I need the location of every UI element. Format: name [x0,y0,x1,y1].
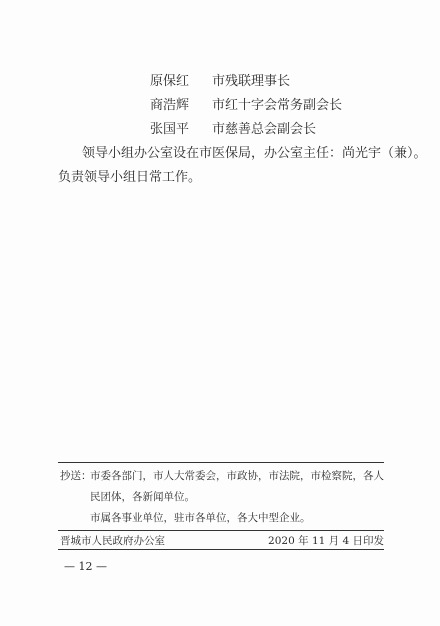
member-role: 市红十字会常务副会长 [212,98,343,113]
member-name: 商浩辉 [150,98,190,113]
issuer-name: 晋城市人民政府办公室 [60,535,165,547]
member-row [150,98,342,114]
distribution-line-2: 民团体，各新闻单位。 [90,491,195,503]
page-number: — 12 — [64,560,107,573]
member-role: 市残联理事长 [212,74,291,89]
member-row [150,122,316,138]
distribution-line-1: 市委各部门，市人大常委会，市政协，市法院，市检察院，各人 [90,470,384,482]
member-row [150,74,290,90]
divider-middle [58,530,384,531]
member-role: 市慈善总会副会长 [212,122,317,137]
member-name: 张国平 [150,122,190,137]
distribution-label: 抄送： [60,470,92,482]
issue-date: 2020 年 11 月 4 日印发 [268,535,384,547]
office-paragraph-line-2: 负责领导小组日常工作。 [58,170,202,185]
distribution-line-3: 市属各事业单位，驻市各单位，各大中型企业。 [90,512,311,524]
office-paragraph-line-1: 领导小组办公室设在市医保局，办公室主任：尚光宇（兼）。 [82,146,427,161]
divider-top [58,462,384,463]
member-name: 原保红 [150,74,190,89]
divider-bottom [58,549,384,550]
